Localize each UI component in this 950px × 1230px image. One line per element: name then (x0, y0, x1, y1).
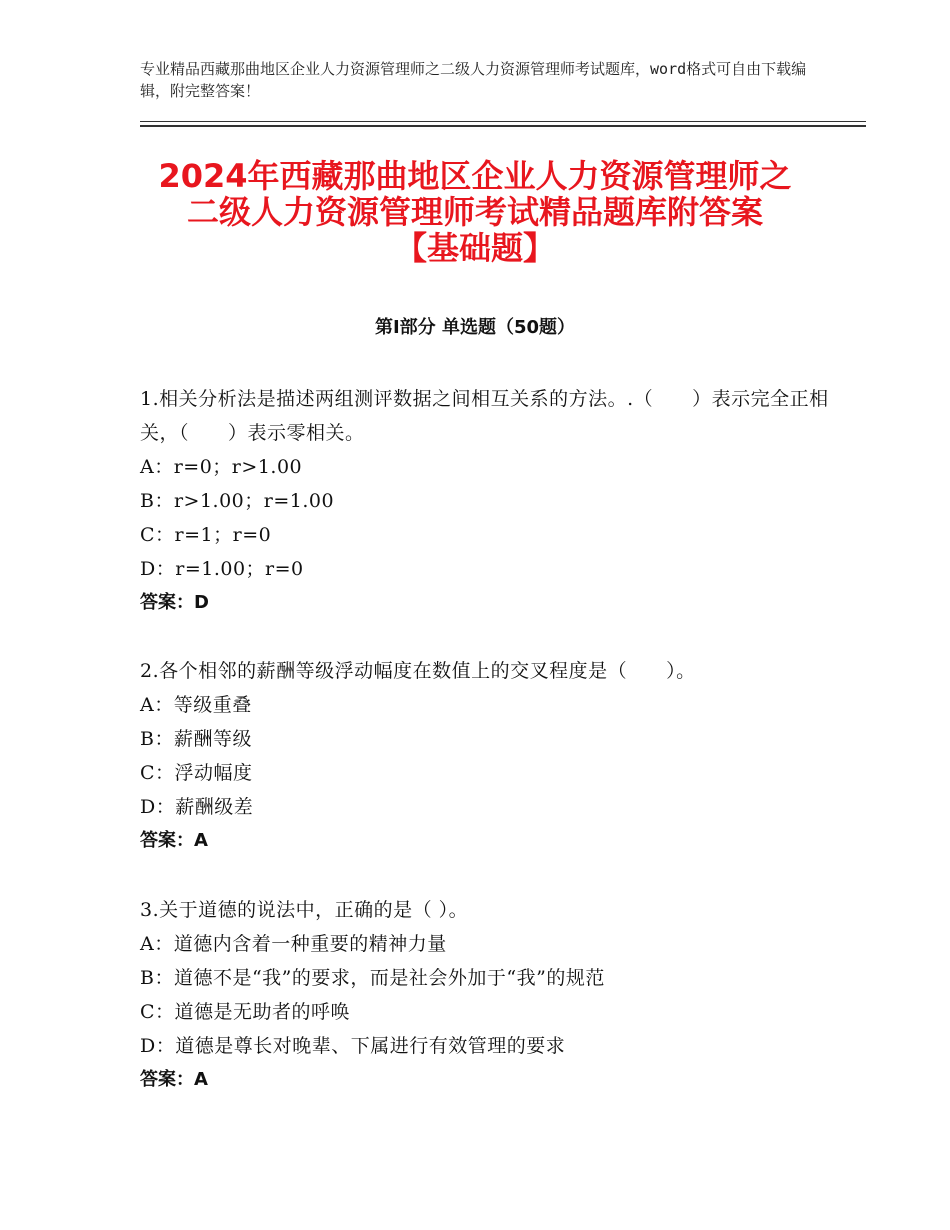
question-stem: 1.相关分析法是描述两组测评数据之间相互关系的方法。.（ ）表示完全正相关，（ ）表示零相关。 (140, 388, 829, 444)
question-2 (140, 654, 830, 858)
answer: 答案：D (140, 592, 209, 613)
option-c: C：r=1；r=0 (140, 524, 272, 546)
option-c: C：浮动幅度 (140, 762, 253, 784)
question-stem: 2.各个相邻的薪酬等级浮动幅度在数值上的交叉程度是（ ）。 (140, 660, 696, 682)
title-line-3: 【基础题】 (394, 229, 555, 267)
option-a: A：道德内含着一种重要的精神力量 (140, 933, 447, 955)
title-line-2: 二级人力资源管理师考试精品题库附答案 (186, 193, 763, 231)
option-a: A：等级重叠 (140, 694, 252, 716)
option-a: A：r=0；r>1.00 (140, 456, 303, 478)
answer: 答案：A (140, 1069, 208, 1090)
answer: 答案：A (140, 830, 208, 851)
option-b: B：道德不是“我”的要求，而是社会外加于“我”的规范 (140, 967, 605, 989)
header-divider-thin (140, 121, 866, 122)
option-d: D：薪酬级差 (140, 796, 254, 818)
header-divider-thick (140, 125, 866, 127)
option-b: B：薪酬等级 (140, 728, 252, 750)
option-d: D：道德是尊长对晚辈、下属进行有效管理的要求 (140, 1035, 566, 1057)
section-title: 第Ⅰ部分 单选题（50题） (374, 317, 575, 338)
option-d: D：r=1.00；r=0 (140, 558, 304, 580)
document-title (120, 158, 830, 266)
title-line-1: 2024年西藏那曲地区企业人力资源管理师之 (158, 157, 792, 195)
question-1 (140, 382, 830, 620)
option-c: C：道德是无助者的呼唤 (140, 1001, 351, 1023)
question-3 (140, 893, 830, 1097)
header-note: 专业精品西藏那曲地区企业人力资源管理师之二级人力资源管理师考试题库，word格式可自由下载编辑，附完整答案！ (140, 60, 807, 100)
question-stem: 3.关于道德的说法中，正确的是（ ）。 (140, 899, 469, 921)
option-b: B：r>1.00；r=1.00 (140, 490, 335, 512)
